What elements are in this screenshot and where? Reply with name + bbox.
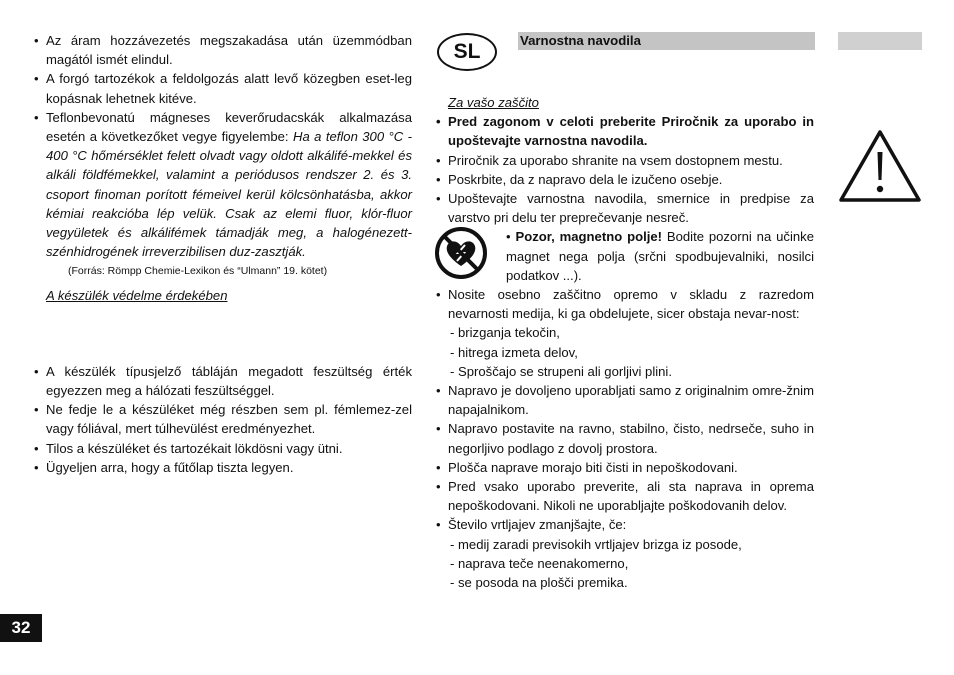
language-badge: SL	[437, 33, 497, 71]
teflon-item	[34, 108, 412, 262]
list-item: • Priročnik za uporabo shranite na vsem dostopnem mestu.	[436, 151, 814, 170]
list-item: • Napravo postavite na ravno, stabilno, čisto, nedrseče, suho in negorljivo podlago z dovolj prostora.	[436, 419, 814, 457]
list-item: • Plošča naprave morajo biti čisti in nepoškodovani.	[436, 458, 814, 477]
speed-subitem: - naprava teče neenakomerno,	[450, 555, 629, 571]
list-item: • Napravo je dovoljeno uporabljati samo z originalnim omre-žnim napajalnikom.	[436, 381, 814, 419]
spacer	[34, 305, 412, 362]
magnet-warning-bold: Pozor, magnetno polje!	[515, 229, 662, 245]
list-item: • Upoštevajte varnostna navodila, smernice in predpise za varstvo pri delu ter preprečevanje nesreč.	[436, 189, 814, 227]
list-item: • Tilos a készüléket és tartozékait lökdösni vagy ütni.	[34, 439, 412, 458]
page-number: 32	[0, 614, 42, 642]
ppe-item: • Nosite osebno zaščitno opremo v skladu z razredom nevarnosti medija, ki ga obdelujete, sicer obstaja nevar-nost:	[436, 285, 814, 323]
source-note: (Forrás: Römpp Chemie-Lexikon és “Ulmann” 19. kötet)	[68, 265, 328, 278]
teflon-text: Teflonbevonatú mágneses keverőrudacskák alkalmazása esetén a következőket vegye figyelembe:	[46, 109, 412, 145]
list-item: • Pred vsako uporabo preverite, ali sta naprava in oprema nepoškodovani. Nikoli ne uporabljajte poškodovanih delov.	[436, 477, 814, 515]
list-item: • A készülék típusjelző tábláján megadott feszültség érték egyezzen meg a hálózati feszültséggel.	[34, 362, 412, 400]
list-item: • A forgó tartozékok a feldolgozás alatt levő közegben eset-leg kopásnak lehetnek kitéve.	[34, 69, 412, 107]
ppe-subitem: - Sproščajo se strupeni ali gorljivi plini.	[450, 363, 672, 379]
ppe-subitem: - hitrega izmeta delov,	[450, 344, 578, 360]
speed-subitem: - medij zaradi previsokih vrtljajev brizga iz posode,	[450, 536, 742, 552]
safety-heading: Za vašo zaščito	[448, 95, 539, 110]
right-column	[436, 93, 814, 592]
magnet-warning-text: Bodite pozorni na učinke magnet nega polja (srčni spodbujevalniki, nosilci podatkov ...).	[506, 229, 814, 283]
list-item: • Az áram hozzávezetés megszakadása után üzemmódban magától ismét elindul.	[34, 31, 412, 69]
teflon-italic-text: Ha a teflon 300 °C - 400 °C hőmérséklet felett olvadt vagy oldott alkálifé-mekkel és alkáli földfémekkel, valamint a periódusos rendszer 2. és 3. csoport finoman porított fémeivel kerül kölcsönhatásba, akkor kémiai reakcióba lép velük. Csak az elemi fluor, klór-fluor vegyületek és alkálifémek támadják meg, a halogénezett-szénhidrogének irreverzibilisen duz-zasztják.	[46, 129, 412, 260]
section-title: Varnostna navodila	[520, 33, 641, 48]
protection-heading: A készülék védelme érdekében	[46, 287, 228, 303]
magnet-warning-icon	[434, 226, 488, 280]
left-column	[34, 31, 412, 477]
corner-tab-bar	[838, 32, 922, 50]
warning-triangle-icon	[838, 128, 922, 204]
list-item: • Ne fedje le a készüléket még részben sem pl. fémlemez-zel vagy fóliával, mert túlhevülést eredményezhet.	[34, 400, 412, 438]
speed-item: • Število vrtljajev zmanjšajte, če:	[436, 515, 814, 534]
list-item-bold: • Pred zagonom v celoti preberite Priročnik za uporabo in upoštevajte varnostna navodila.	[436, 112, 814, 150]
list-item: • Poskrbite, da z napravo dela le izučeno osebje.	[436, 170, 814, 189]
magnet-warning-item: • Pozor, magnetno polje! Bodite pozorni na učinke magnet nega polja (srčni spodbujevalniki, nosilci podatkov ...).	[506, 229, 814, 283]
list-item: • Ügyeljen arra, hogy a fűtőlap tiszta legyen.	[34, 458, 412, 477]
speed-subitem: - se posoda na plošči premika.	[450, 575, 628, 591]
ppe-subitem: - brizganja tekočin,	[450, 325, 560, 341]
